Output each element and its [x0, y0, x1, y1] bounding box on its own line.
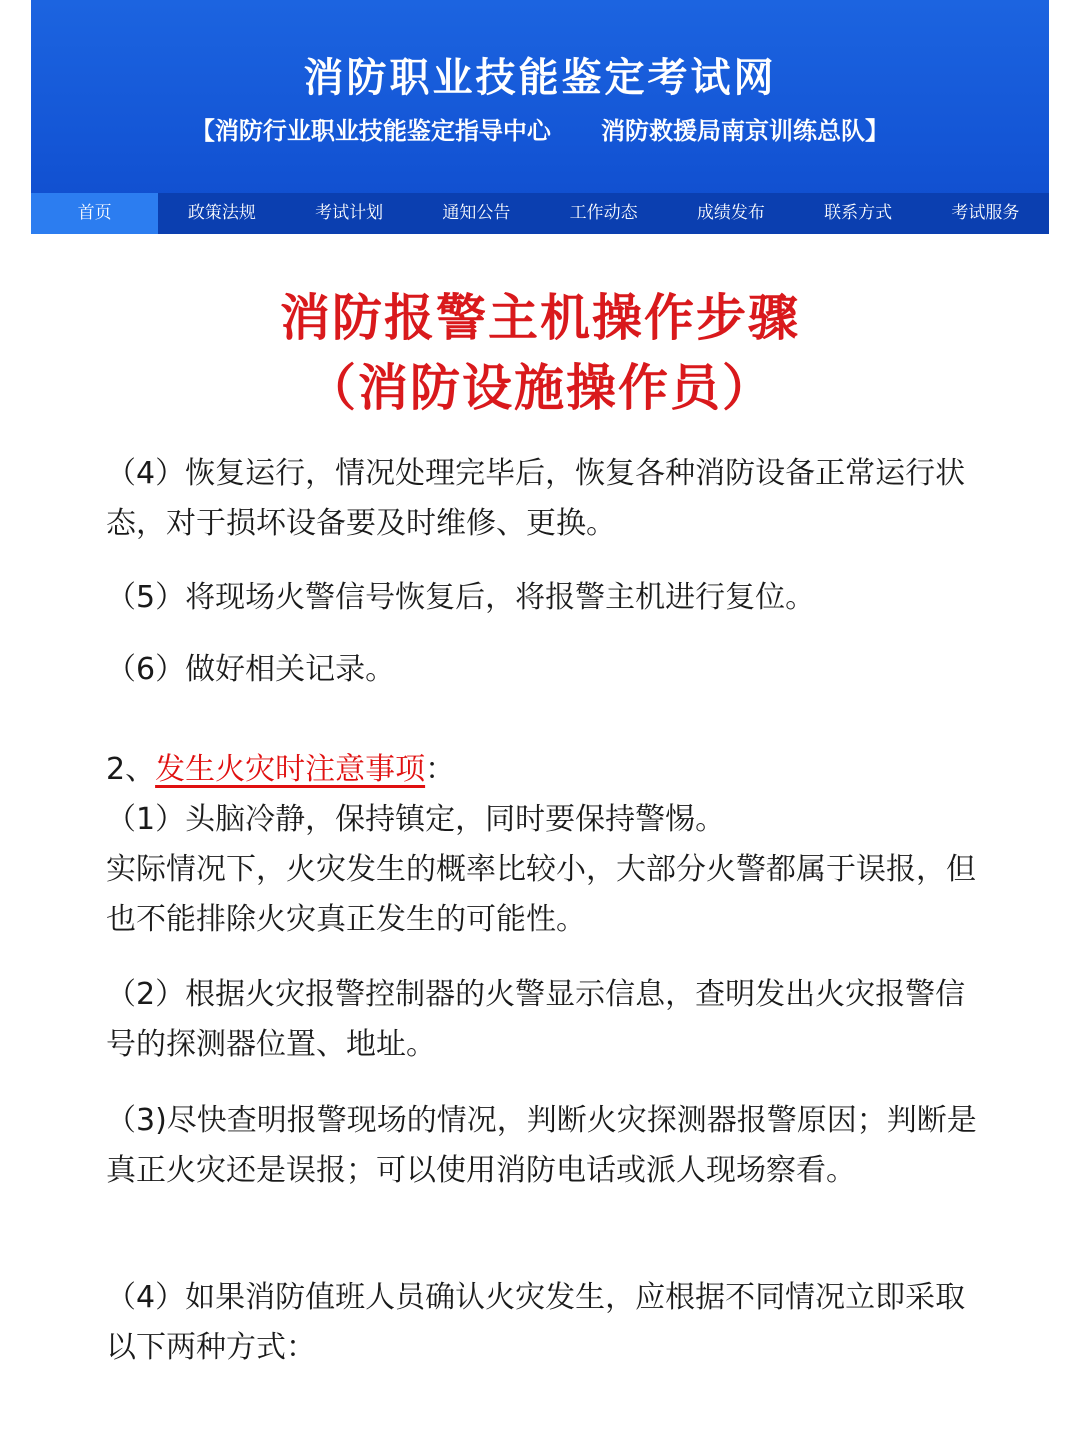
article-title-line1: 消防报警主机操作步骤	[280, 289, 800, 347]
nav-item-policy[interactable]: 政策法规	[187, 203, 256, 223]
nav-item-notices[interactable]: 通知公告	[442, 203, 511, 223]
section-2-suffix: ：	[425, 752, 456, 787]
nav-item-exam-service[interactable]: 考试服务	[951, 203, 1020, 223]
nav-item-contact[interactable]: 联系方式	[824, 203, 893, 223]
site-header	[31, 0, 1049, 234]
fire-note-3: （3)尽快查明报警现场的情况，判断火灾探测器报警原因；判断是真正火灾还是误报；可以使用消防电话或派人现场察看。	[106, 1103, 977, 1188]
main-nav	[31, 193, 1049, 234]
nav-item-news[interactable]: 工作动态	[569, 203, 638, 223]
article-title-line2: （消防设施操作员）	[306, 359, 774, 417]
section-2-prefix: 2、	[106, 752, 156, 787]
fire-note-4: （4）如果消防值班人员确认火灾发生，应根据不同情况立即采取以下两种方式：	[106, 1280, 966, 1365]
site-subtitle: 【消防行业职业技能鉴定指导中心 消防救援局南京训练总队】	[190, 117, 890, 145]
fire-note-2: （2）根据火灾报警控制器的火警显示信息，查明发出火灾报警信号的探测器位置、地址。	[106, 977, 966, 1062]
nav-item-results[interactable]: 成绩发布	[696, 203, 765, 223]
step-5-reset: （5）将现场火警信号恢复后，将报警主机进行复位。	[106, 580, 816, 615]
section-2-link[interactable]: 发生火灾时注意事项	[155, 752, 426, 787]
section-2-heading	[106, 745, 986, 795]
step-4-restore: （4）恢复运行，情况处理完毕后，恢复各种消防设备正常运行状态，对于损坏设备要及时维修、更换。	[106, 456, 966, 541]
fire-note-1: （1）头脑冷静，保持镇定，同时要保持警惕。	[106, 802, 726, 837]
nav-item-exam-plan[interactable]: 考试计划	[315, 203, 384, 223]
fire-note-1-detail: 实际情况下，火灾发生的概率比较小，大部分火警都属于误报，但也不能排除火灾真正发生的可能性。	[106, 852, 976, 937]
nav-item-home[interactable]: 首页	[31, 193, 158, 234]
step-6-record: （6）做好相关记录。	[106, 652, 396, 687]
site-title: 消防职业技能鉴定考试网	[303, 55, 777, 101]
